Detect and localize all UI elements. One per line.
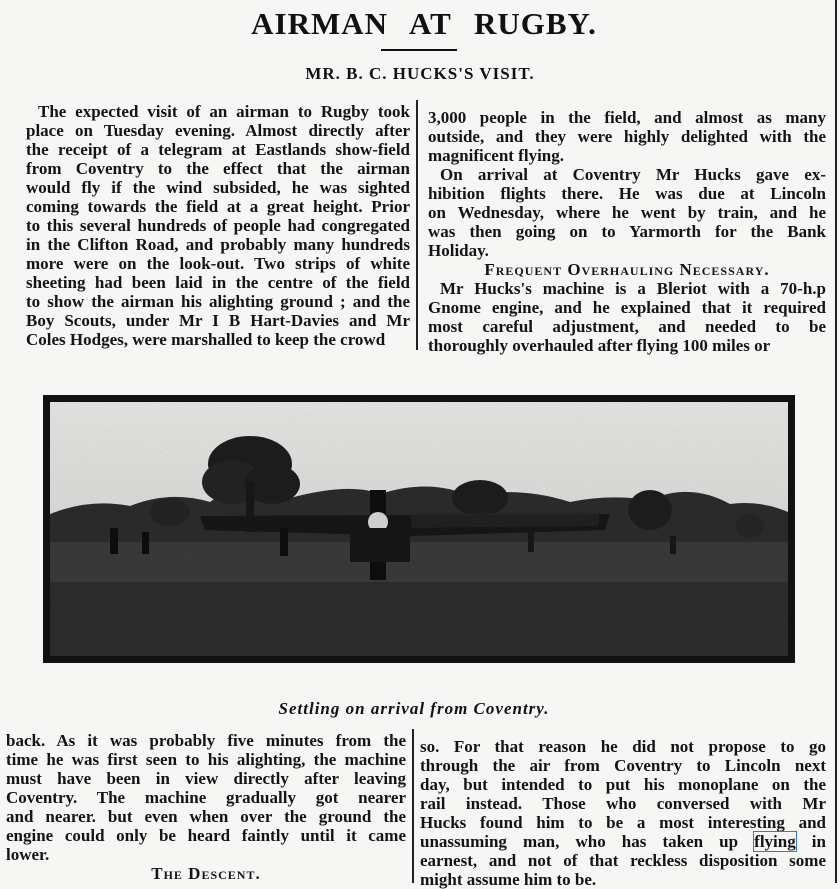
text-line: Coles Hodges, were marshalled to keep the crowd xyxy=(26,330,386,349)
page-edge-rule xyxy=(835,0,837,883)
text-line: might assume him to be. xyxy=(420,870,597,889)
text-line: sheeting had been laid in the centre of the field xyxy=(26,273,410,292)
text-line: to this several hundreds of people had congregated xyxy=(26,216,410,235)
text-line: thoroughly overhauled after flying 100 miles or xyxy=(428,336,771,355)
aeroplane-photo xyxy=(50,402,788,656)
text-line: back. As it was probably five minutes from the xyxy=(6,731,406,750)
text-line: The Descent. xyxy=(151,864,261,883)
text-line: Frequent Overhauling Necessary. xyxy=(484,260,770,279)
text-line: rail instead. Those who conversed with Mr xyxy=(420,794,826,813)
text-line: time he was first seen to his alighting, the machine xyxy=(6,750,406,769)
headline-rule xyxy=(381,49,457,51)
subheadline: MR. B. C. HUCKS'S VISIT. xyxy=(305,64,535,83)
upper-right-column xyxy=(428,108,826,355)
text-line: and nearer. but even when over the ground the xyxy=(6,807,406,826)
photograph xyxy=(43,395,795,663)
column-divider xyxy=(416,100,418,350)
text-line: Boy Scouts, under Mr I B Hart-Davies and Mr xyxy=(26,311,410,330)
photo-caption: Settling on arrival from Coventry. xyxy=(278,699,550,718)
text-line: day, but intended to put his monoplane on the xyxy=(420,775,826,794)
lower-right-column xyxy=(420,737,826,889)
text-line: was then going on to Yarmorth for the Bank xyxy=(428,222,826,241)
text-line: Gnome engine, and he explained that it required xyxy=(428,298,826,317)
text-line: most careful adjustment, and needed to be xyxy=(428,317,826,336)
text-line: would fly if the wind subsided, he was sighted xyxy=(26,178,410,197)
text-line: so. For that reason he did not propose to go xyxy=(420,737,826,756)
column-divider-lower xyxy=(412,729,414,883)
text-line: on Wednesday, where he went by train, and he xyxy=(428,203,826,222)
text-line: unassuming man, who has taken up flying in xyxy=(420,832,826,851)
text-line: must have been in view directly after leaving xyxy=(6,769,406,788)
text-line: from Coventry to the effect that the airman xyxy=(26,159,410,178)
text-line: place on Tuesday evening. Almost directly after xyxy=(26,121,410,140)
text-line: to show the airman his alighting ground ; and the xyxy=(26,292,410,311)
text-line: lower. xyxy=(6,845,50,864)
text-line: more were on the look-out. Two strips of white xyxy=(26,254,410,273)
text-line: the receipt of a telegram at Eastlands show-field xyxy=(26,140,410,159)
text-line: earnest, and not of that reckless disposition some xyxy=(420,851,826,870)
text-line: in the Clifton Road, and probably many hundreds xyxy=(26,235,410,254)
text-line: magnificent flying. xyxy=(428,146,564,165)
upper-left-column xyxy=(26,102,410,349)
text-line: engine could only be heard faintly until it came xyxy=(6,826,406,845)
lower-left-column xyxy=(6,731,406,883)
text-line: 3,000 people in the field, and almost as many xyxy=(428,108,826,127)
text-line: hibition flights there. He was due at Lincoln xyxy=(428,184,826,203)
text-line: Mr Hucks's machine is a Bleriot with a 70-h.p xyxy=(440,279,826,298)
text-line: On arrival at Coventry Mr Hucks gave ex- xyxy=(440,165,826,184)
text-line: Coventry. The machine gradually got nearer xyxy=(6,788,406,807)
text-line: outside, and they were highly delighted with the xyxy=(428,127,826,146)
text-line: Holiday. xyxy=(428,241,489,260)
text-line: The expected visit of an airman to Rugby took xyxy=(38,102,410,121)
highlighted-word[interactable]: flying xyxy=(754,832,796,851)
text-line: coming towards the field at a great height. Prior xyxy=(26,197,410,216)
text-line: through the air from Coventry to Lincoln next xyxy=(420,756,826,775)
headline: AIRMAN AT RUGBY. xyxy=(251,6,597,41)
text-line: Hucks found him to be a most interesting and xyxy=(420,813,826,832)
